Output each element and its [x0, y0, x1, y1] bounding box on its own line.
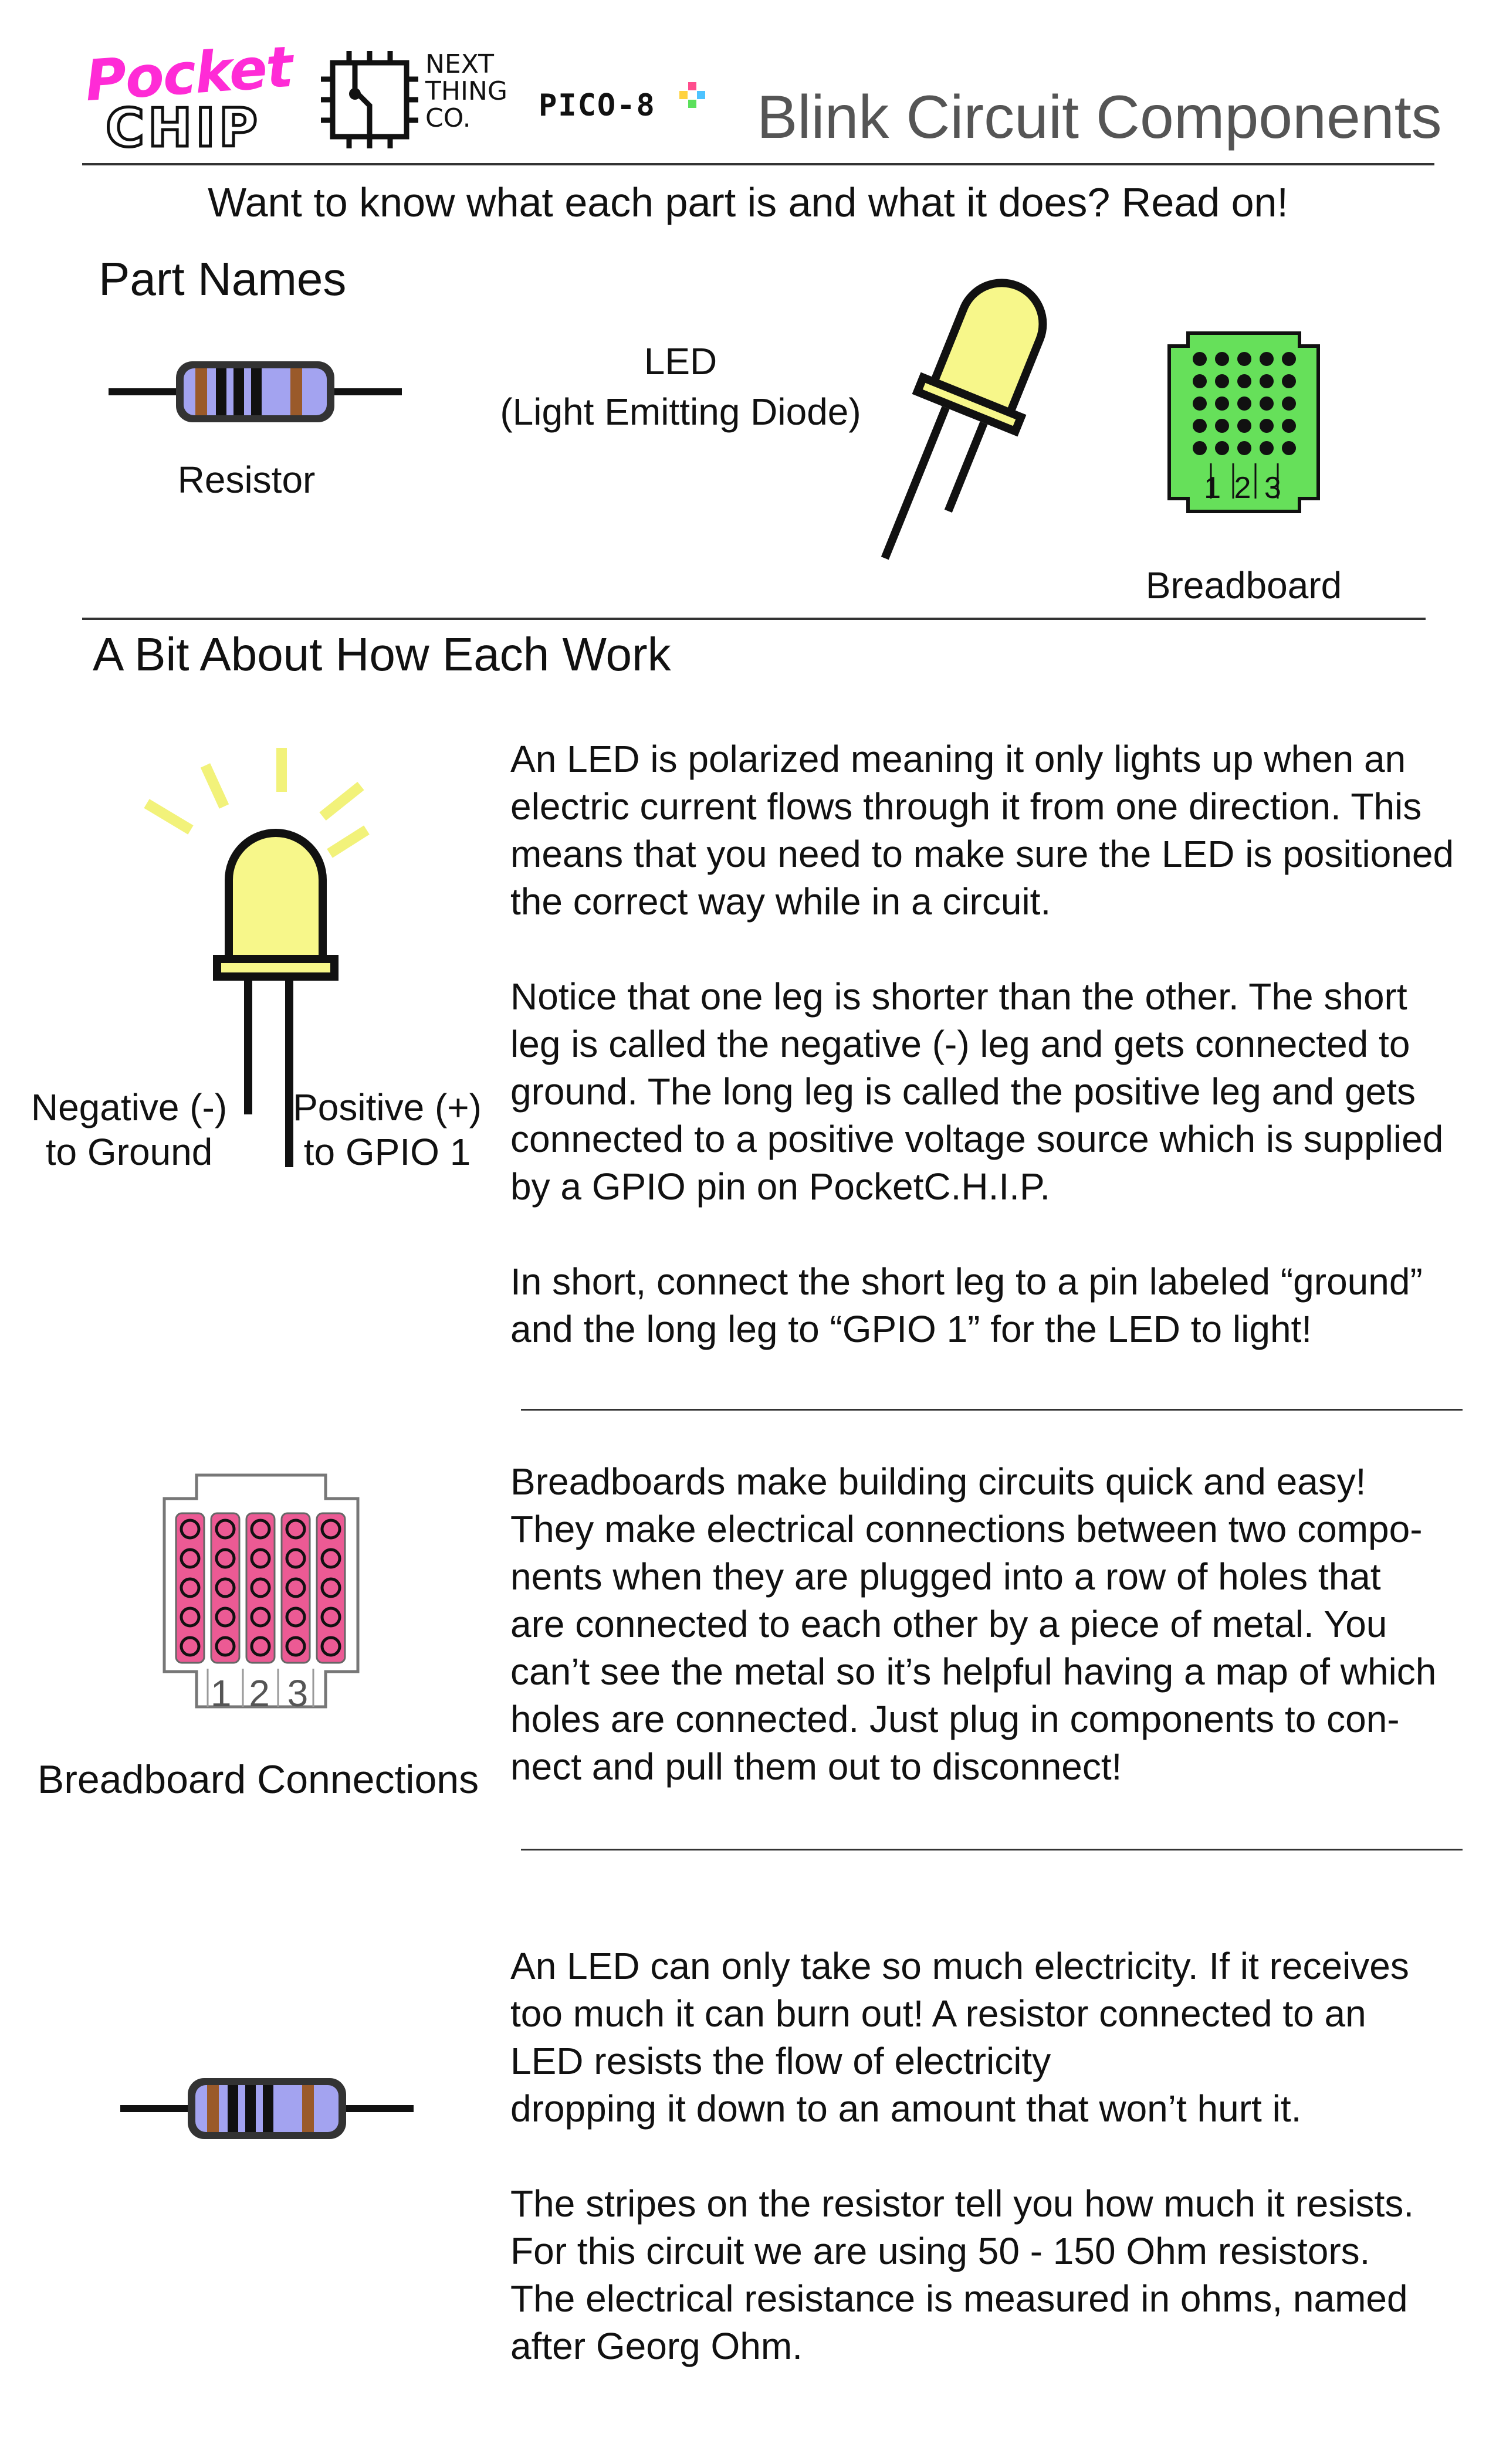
part-names-divider — [82, 618, 1426, 620]
resistor-detail-icon — [120, 2068, 414, 2150]
chip-logo-text: CHIP — [106, 97, 261, 159]
section-divider-2 — [521, 1849, 1463, 1850]
how-it-works-heading: A Bit About How Each Work — [93, 628, 671, 680]
pico8-logo — [539, 82, 715, 135]
led-icon — [839, 238, 1085, 589]
led-description: An LED is polarized meaning it only lights up when an electric current flows through it from one direction. This means that you need to make sure the LED is positioned the correct way while in a circuit. Notice that one leg is shorter than the other. The short leg is called the negative (-) leg and gets connected to ground. The long leg is called the positive leg and gets connected to a positive voltage source which is supplied by a GPIO pin on PocketC.H.I.P. In short, connect the short leg to a pin labeled “ground” and the long leg to “GPIO 1” for the LED to light! — [510, 738, 1454, 1350]
positive-leg-label-line2: to GPIO 1 — [303, 1131, 471, 1173]
chip-icon — [320, 50, 419, 150]
breadboard-green-numbers: 1 2 3 — [1204, 471, 1284, 505]
part-names-heading: Part Names — [99, 253, 347, 305]
pocket-logo-text: Pocket — [83, 33, 295, 114]
breadboard-connections-caption: Breadboard Connections — [37, 1757, 479, 1802]
pocketchip-logo — [82, 33, 295, 159]
next-thing-co-logo — [320, 50, 507, 155]
section-divider-1 — [521, 1409, 1463, 1411]
resistor-label: Resistor — [177, 459, 316, 501]
breadboard-connections-numbers: 1 2 3 — [210, 1672, 312, 1714]
negative-leg-label-line1: Negative (-) — [31, 1086, 228, 1128]
header-divider — [82, 163, 1434, 165]
intro-text: Want to know what each part is and what it does? Read on! — [208, 179, 1288, 225]
negative-leg-label-line2: to Ground — [45, 1131, 213, 1173]
breadboard-label: Breadboard — [1145, 564, 1342, 606]
led-label-line2: (Light Emitting Diode) — [500, 391, 861, 433]
resistor-icon — [109, 351, 402, 433]
pico8-logo-text: PICO-8 — [539, 88, 656, 123]
pico8-color-icon — [679, 82, 705, 108]
next-thing-co-text: NEXT THING CO. — [425, 49, 507, 133]
positive-leg-label-line1: Positive (+) — [293, 1086, 482, 1128]
breadboard-description: Breadboards make building circuits quick and easy! They make electrical connections between two compo- nents when they are plugged into a row of holes that are connected to each other by a piece of metal. You can’t see the metal so it’s helpful having a map of which holes are connected. Just plug in components to con- nect and pull them out to disconnect! — [510, 1460, 1437, 1788]
page-title: Blink Circuit Components — [757, 83, 1442, 151]
led-label-line1: LED — [644, 340, 717, 382]
resistor-description: An LED can only take so much electricity. If it receives too much it can burn out! A resistor connected to an LED resists the flow of electricity dropping it down to an amount that won’t hurt it. The stripes on the resistor tell you how much it resists. For this circuit we are using 50 - 150 Ohm resistors. The electrical resistance is measured in ohms, named after Georg Ohm. — [510, 1945, 1414, 2367]
